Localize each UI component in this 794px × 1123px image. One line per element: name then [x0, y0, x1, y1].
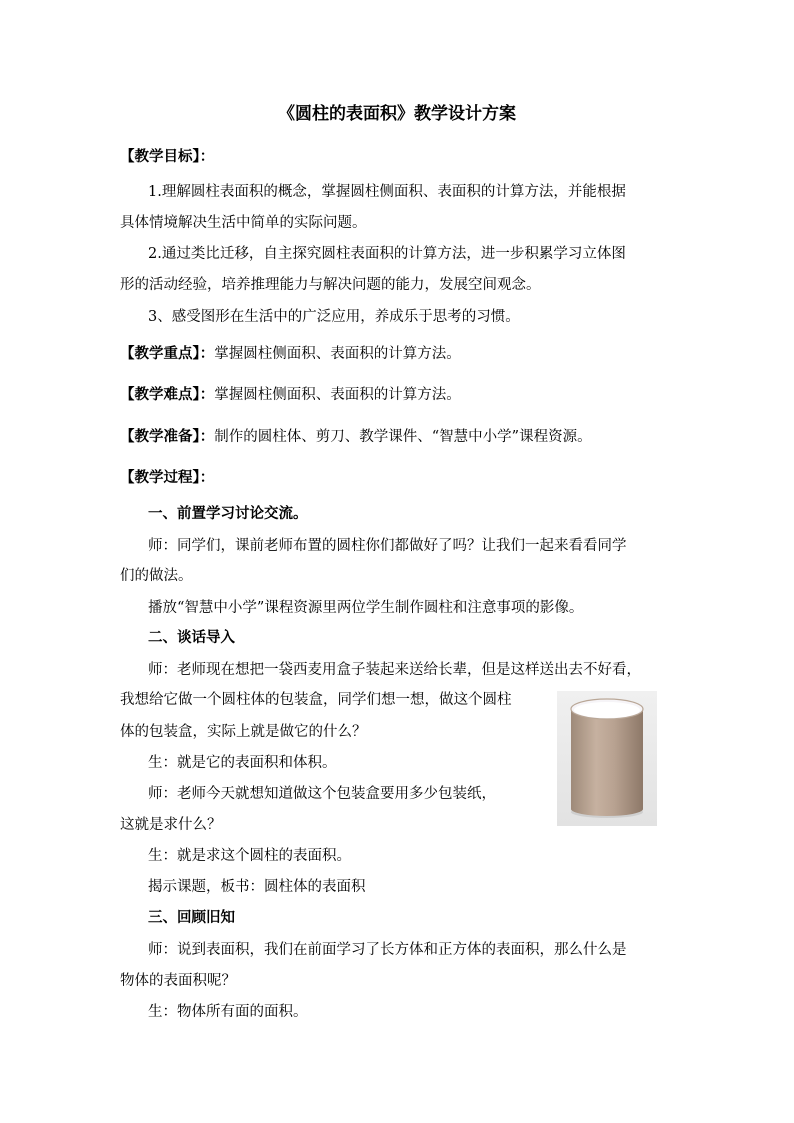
cylinder-tube-illustration — [557, 691, 657, 826]
section-2-heading: 二、谈话导入 — [148, 630, 235, 646]
key-points-label: 【教学重点】： — [120, 346, 215, 362]
section-2-para-2: 生：就是它的表面积和体积。 — [148, 755, 337, 771]
section-2-para-4: 生：就是求这个圆柱的表面积。 — [148, 848, 351, 864]
objective-3: 3、感受图形在生活中的广泛应用，养成乐于思考的习惯。 — [148, 309, 520, 325]
document-title: 《圆柱的表面积》教学设计方案 — [278, 104, 516, 124]
difficulties-line — [120, 384, 461, 406]
objective-1-line-2: 具体情境解决生活中简单的实际问题。 — [120, 215, 367, 231]
objective-2-line-1: 2.通过类比迁移，自主探究圆柱表面积的计算方法，进一步积累学习立体图 — [148, 246, 626, 262]
section-1-heading: 一、前置学习讨论交流。 — [148, 506, 308, 522]
section-3-para-2: 生：物体所有面的面积。 — [148, 1004, 308, 1020]
section-2-para-3-line-1: 师：老师今天就想知道做这个包装盒要用多少包装纸， — [148, 786, 496, 802]
preparation-line — [120, 426, 592, 448]
section-2-para-1-line-1: 师：老师现在想把一袋西麦用盒子装起来送给长辈，但是这样送出去不好看， — [148, 662, 641, 678]
section-1-para-2: 播放“智慧中小学”课程资源里两位学生制作圆柱和注意事项的影像。 — [148, 600, 584, 616]
objective-2-line-2: 形的活动经验，培养推理能力与解决问题的能力，发展空间观念。 — [120, 277, 541, 293]
section-2-para-3-line-2: 这就是求什么？ — [120, 817, 222, 833]
section-3-para-1-line-1: 师：说到表面积，我们在前面学习了长方体和正方体的表面积，那么什么是 — [148, 942, 627, 958]
section-2-para-1-line-2: 我想给它做一个圆柱体的包装盒，同学们想一想，做这个圆柱 — [120, 692, 512, 708]
objectives-label: 【教学目标】： — [120, 149, 215, 165]
difficulties-label: 【教学难点】： — [120, 387, 215, 403]
section-3-heading: 三、回顾旧知 — [148, 910, 235, 926]
objective-1-line-1: 1.理解圆柱表面积的概念，掌握圆柱侧面积、表面积的计算方法，并能根据 — [148, 184, 626, 200]
section-1-para-1-line-1: 师：同学们，课前老师布置的圆柱你们都做好了吗？让我们一起来看看同学 — [148, 538, 627, 554]
section-3-para-1-line-2: 物体的表面积呢？ — [120, 973, 236, 989]
difficulties-text: 掌握圆柱侧面积、表面积的计算方法。 — [214, 387, 461, 403]
preparation-text: 制作的圆柱体、剪刀、教学课件、“智慧中小学”课程资源。 — [214, 429, 592, 445]
section-2-para-5: 揭示课题，板书：圆柱体的表面积 — [148, 879, 366, 895]
section-1-para-1-line-2: 们的做法。 — [120, 568, 193, 584]
key-points-line — [120, 343, 461, 365]
section-2-para-1-line-3: 体的包装盒，实际上就是做它的什么？ — [120, 724, 367, 740]
key-points-text: 掌握圆柱侧面积、表面积的计算方法。 — [214, 346, 461, 362]
process-label: 【教学过程】： — [120, 470, 215, 486]
cylinder-tube-photo — [557, 691, 657, 826]
preparation-label: 【教学准备】： — [120, 429, 215, 445]
